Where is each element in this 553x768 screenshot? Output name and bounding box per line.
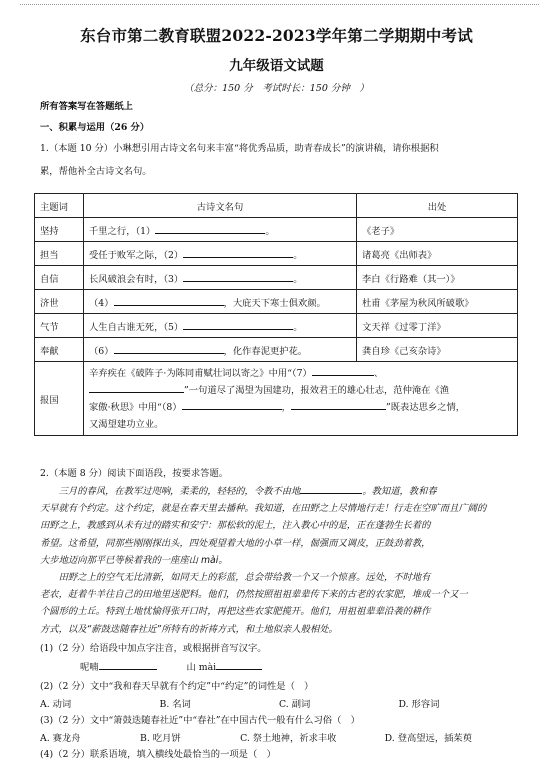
source-cell: 诸葛亮《出师表》 [357,242,518,266]
sub-question-4: (4)（2 分）联系语境，填入横线处最恰当的一项是（ ） [40,749,276,760]
option[interactable]: B. 吃月饼 [140,733,181,744]
poem-cell: 受任于败军之际，（2） 。 [84,242,357,266]
table-header-row [35,194,518,218]
notice: 所有答案写在答题纸上 [40,101,133,112]
topic-cell: 奉献 [35,338,84,362]
answer-blank[interactable] [183,272,293,282]
long-line: ”一句道尽了渴望为国建功，报效君王的雄心壮志，范仲淹在《渔 [89,382,512,399]
answer-blank[interactable] [155,224,265,234]
sub-question-3-options [40,730,518,744]
topic-cell: 济世 [35,290,84,314]
passage-line: 个圆形的土丘。特到土地忧愉得张开口时，再把这些农家肥揽开。他们，用祖祖辈辈沿袭的耕作 [40,606,431,618]
passage [40,483,518,638]
topic-cell: 担当 [35,242,84,266]
answer-blank[interactable] [300,484,362,494]
q1-line2: 累，帮他补全古诗文名句。 [40,166,152,177]
option[interactable]: A. 动词 [40,699,72,710]
table-header: 出处 [357,194,518,218]
topic-cell: 自信 [35,266,84,290]
passage-line: 田野之上，教感到从未有过的踏实和安宁：那松软的泥土，注入教心中的是，正在蓬勃生长着的 [40,520,431,532]
table-row [35,242,518,266]
source-cell: 杜甫《茅屋为秋风所破歌》 [357,290,518,314]
table-header: 主题词 [35,194,84,218]
topic-cell: 坚持 [35,218,84,242]
answer-blank[interactable] [89,383,184,393]
passage-line: 田野之上的空气无比清新，如同天上的彩蓝，总会带给教一个又一个惊喜。远处，不时地有 [58,572,431,584]
poem-cell: 人生自古谁无死，（5） 。 [84,314,357,338]
exam-info: （总分：150 分 考试时长：150 分钟 ） [184,83,369,94]
answer-blank[interactable] [183,320,293,330]
passage-line: 希望。这希望，同那些刚刚探出头，四处观望着大地的小草一样，倔强而又调皮，正鼓劲着教， [40,537,431,549]
long-line: 辛弃疾在《破阵子·为陈同甫赋壮词以寄之》中用“（7） 、 [89,367,384,379]
passage-line: 大步地迈向那平已等候着我的一座座山 mài。 [40,554,228,566]
topic-cell: 报国 [35,362,84,436]
answer-blank[interactable] [99,660,157,670]
answer-blank[interactable] [183,248,293,258]
answer-blank[interactable] [291,400,386,410]
answer-blank[interactable] [216,660,262,670]
q1-line1: 1.（本题 10 分）小琳想引用古诗文名句来丰富“将优秀品质，助青春成长”的演讲稿，请你根据积 [40,143,439,154]
source-cell: 《老子》 [357,218,518,242]
passage-line: 老农，赶着牛羊往自己的田地里送肥料。他们，仍然按照祖祖辈辈传下来的古老的农家肥，堆成一个又一 [40,589,468,601]
answer-blank[interactable] [182,400,282,410]
table-row [35,290,518,314]
long-line: 又渴望建功立业。 [89,418,164,430]
topic-cell: 气节 [35,314,84,338]
poem-cell-long [84,362,518,436]
sub-question-3: (3)（2 分）文中“箫鼓迭随春社近”中“春社”在中国古代一般有什么习俗（ ） [40,715,360,726]
table-row [35,314,518,338]
poem-table [34,193,518,436]
exam-subtitle: 九年级语文试题 [229,58,324,74]
passage-line: 天早就有个约定。这个约定，就是在春天里去播种。我知道，在田野之上尽情地行走！行走在空旷而且广阔的 [40,503,487,515]
poem-cell: 长风破浪会有时，（3） 。 [84,266,357,290]
passage-line: 方式，以及“薪鼓迭随春社近”所特有的祈祷方式，和土地似亲人般相处。 [40,623,338,635]
table-row [35,218,518,242]
sub-question-1-items: 呢喃 山 mài [80,660,480,674]
section1-heading: 一、积累与运用（26 分） [40,122,150,133]
table-row [35,362,518,436]
passage-line: 三月的春风，在教军过咫响，柔柔的，轻轻的，令教不由地 。教知道，教和春 [58,486,437,497]
source-cell: 龚自珍《己亥杂诗》 [357,338,518,362]
source-cell: 文天祥《过零丁洋》 [357,314,518,338]
top-dotted-line [20,4,539,6]
option[interactable]: B. 名词 [159,699,191,710]
poem-cell: （4） ，大庇天下寒士俱欢颜。 [84,290,357,314]
poem-cell: 千里之行，（1） 。 [84,218,357,242]
option[interactable]: C. 祭土地神，祈求丰收 [240,733,337,744]
sub-question-2: (2)（2 分）文中“我和春天早就有个约定”中“约定”的词性是（ ） [40,681,314,692]
table-row [35,338,518,362]
answer-blank[interactable] [312,366,374,376]
poem-cell: （6） ，化作春泥更护花。 [84,338,357,362]
source-cell: 李白《行路难（其一）》 [357,266,518,290]
option[interactable]: D. 形容词 [398,699,440,710]
exam-title: 东台市第二教育联盟2022-2023学年第二学期期中考试 [80,26,473,45]
option[interactable]: D. 登高望远，插茱萸 [384,733,473,744]
sub-question-2-options [40,696,518,710]
option[interactable]: A. 赛龙舟 [40,733,81,744]
answer-blank[interactable] [114,344,224,354]
q2-intro: 2.（本题 8 分）阅读下面语段，按要求答题。 [40,468,229,479]
option[interactable]: C. 副词 [279,699,311,710]
long-line: 家傲·秋思》中用“（8） ， ”既表达思乡之情， [89,401,466,413]
table-row [35,266,518,290]
answer-blank[interactable] [114,296,224,306]
table-header: 古诗文名句 [84,194,357,218]
sub-question-1: (1)（2 分）给语段中加点字注音，或根据拼音写汉字。 [40,643,267,654]
